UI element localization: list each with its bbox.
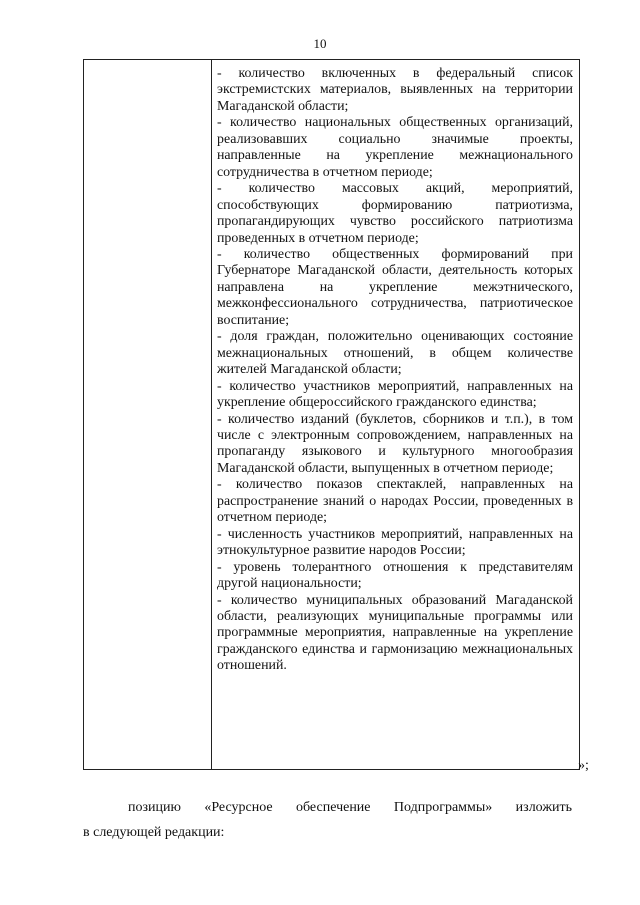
indicators-cell	[217, 66, 573, 675]
page-number: 10	[313, 36, 327, 51]
indicator-item: - доля граждан, положительно оценивающих состояние межнациональных отношений, в общем количестве жителей Магаданской области;	[217, 329, 573, 378]
indicator-item: - количество массовых акций, мероприятий, способствующих формированию патриотизма, пропагандирующих чувство российского патриотизма проведенных в отчетном периоде;	[217, 181, 573, 246]
indicator-item: - количество включенных в федеральный список экстремистских материалов, выявленных на территории Магаданской области;	[217, 66, 573, 114]
indicator-item: - количество участников мероприятий, направленных на укрепление общероссийского гражданского единства;	[217, 378, 573, 411]
indicator-item: - количество показов спектаклей, направленных на распространение знаний о народах России, проведенных в отчетном периоде;	[217, 477, 573, 526]
indicators-table	[83, 59, 580, 770]
indicator-item: - количество общественных формирований при Губернаторе Магаданской области, деятельность которых направлена на укрепление межэтнического, межконфессионального сотрудничества, патриотическое воспитание;	[217, 246, 573, 328]
indicator-item: - количество национальных общественных организаций, реализовавших социально значимые проекты, направленные на укрепление межнационального сотрудничества в отчетном периоде;	[217, 115, 573, 180]
indicator-item: - количество муниципальных образований Магаданской области, реализующих муниципальные программы или программные мероприятия, направленные на укрепление гражданского единства и гармонизацию межнациональных отношений.	[217, 592, 573, 674]
indicator-item: - численность участников мероприятий, направленных на этнокультурное развитие народов России;	[217, 526, 573, 559]
paragraph-line-1: позицию «Ресурсное обеспечение Подпрограммы» изложить	[128, 800, 572, 815]
paragraph-line-2: в следующей редакции:	[83, 825, 225, 840]
column-divider	[211, 60, 212, 769]
closing-quote: »;	[578, 758, 589, 773]
indicator-item: - количество изданий (буклетов, сборников и т.п.), в том числе с электронным сопровождением, направленных на пропаганду языкового и культурного многообразия Магаданской области, выпущенных в отчетном периоде;	[217, 411, 573, 476]
indicator-item: - уровень толерантного отношения к представителям другой национальности;	[217, 559, 573, 592]
